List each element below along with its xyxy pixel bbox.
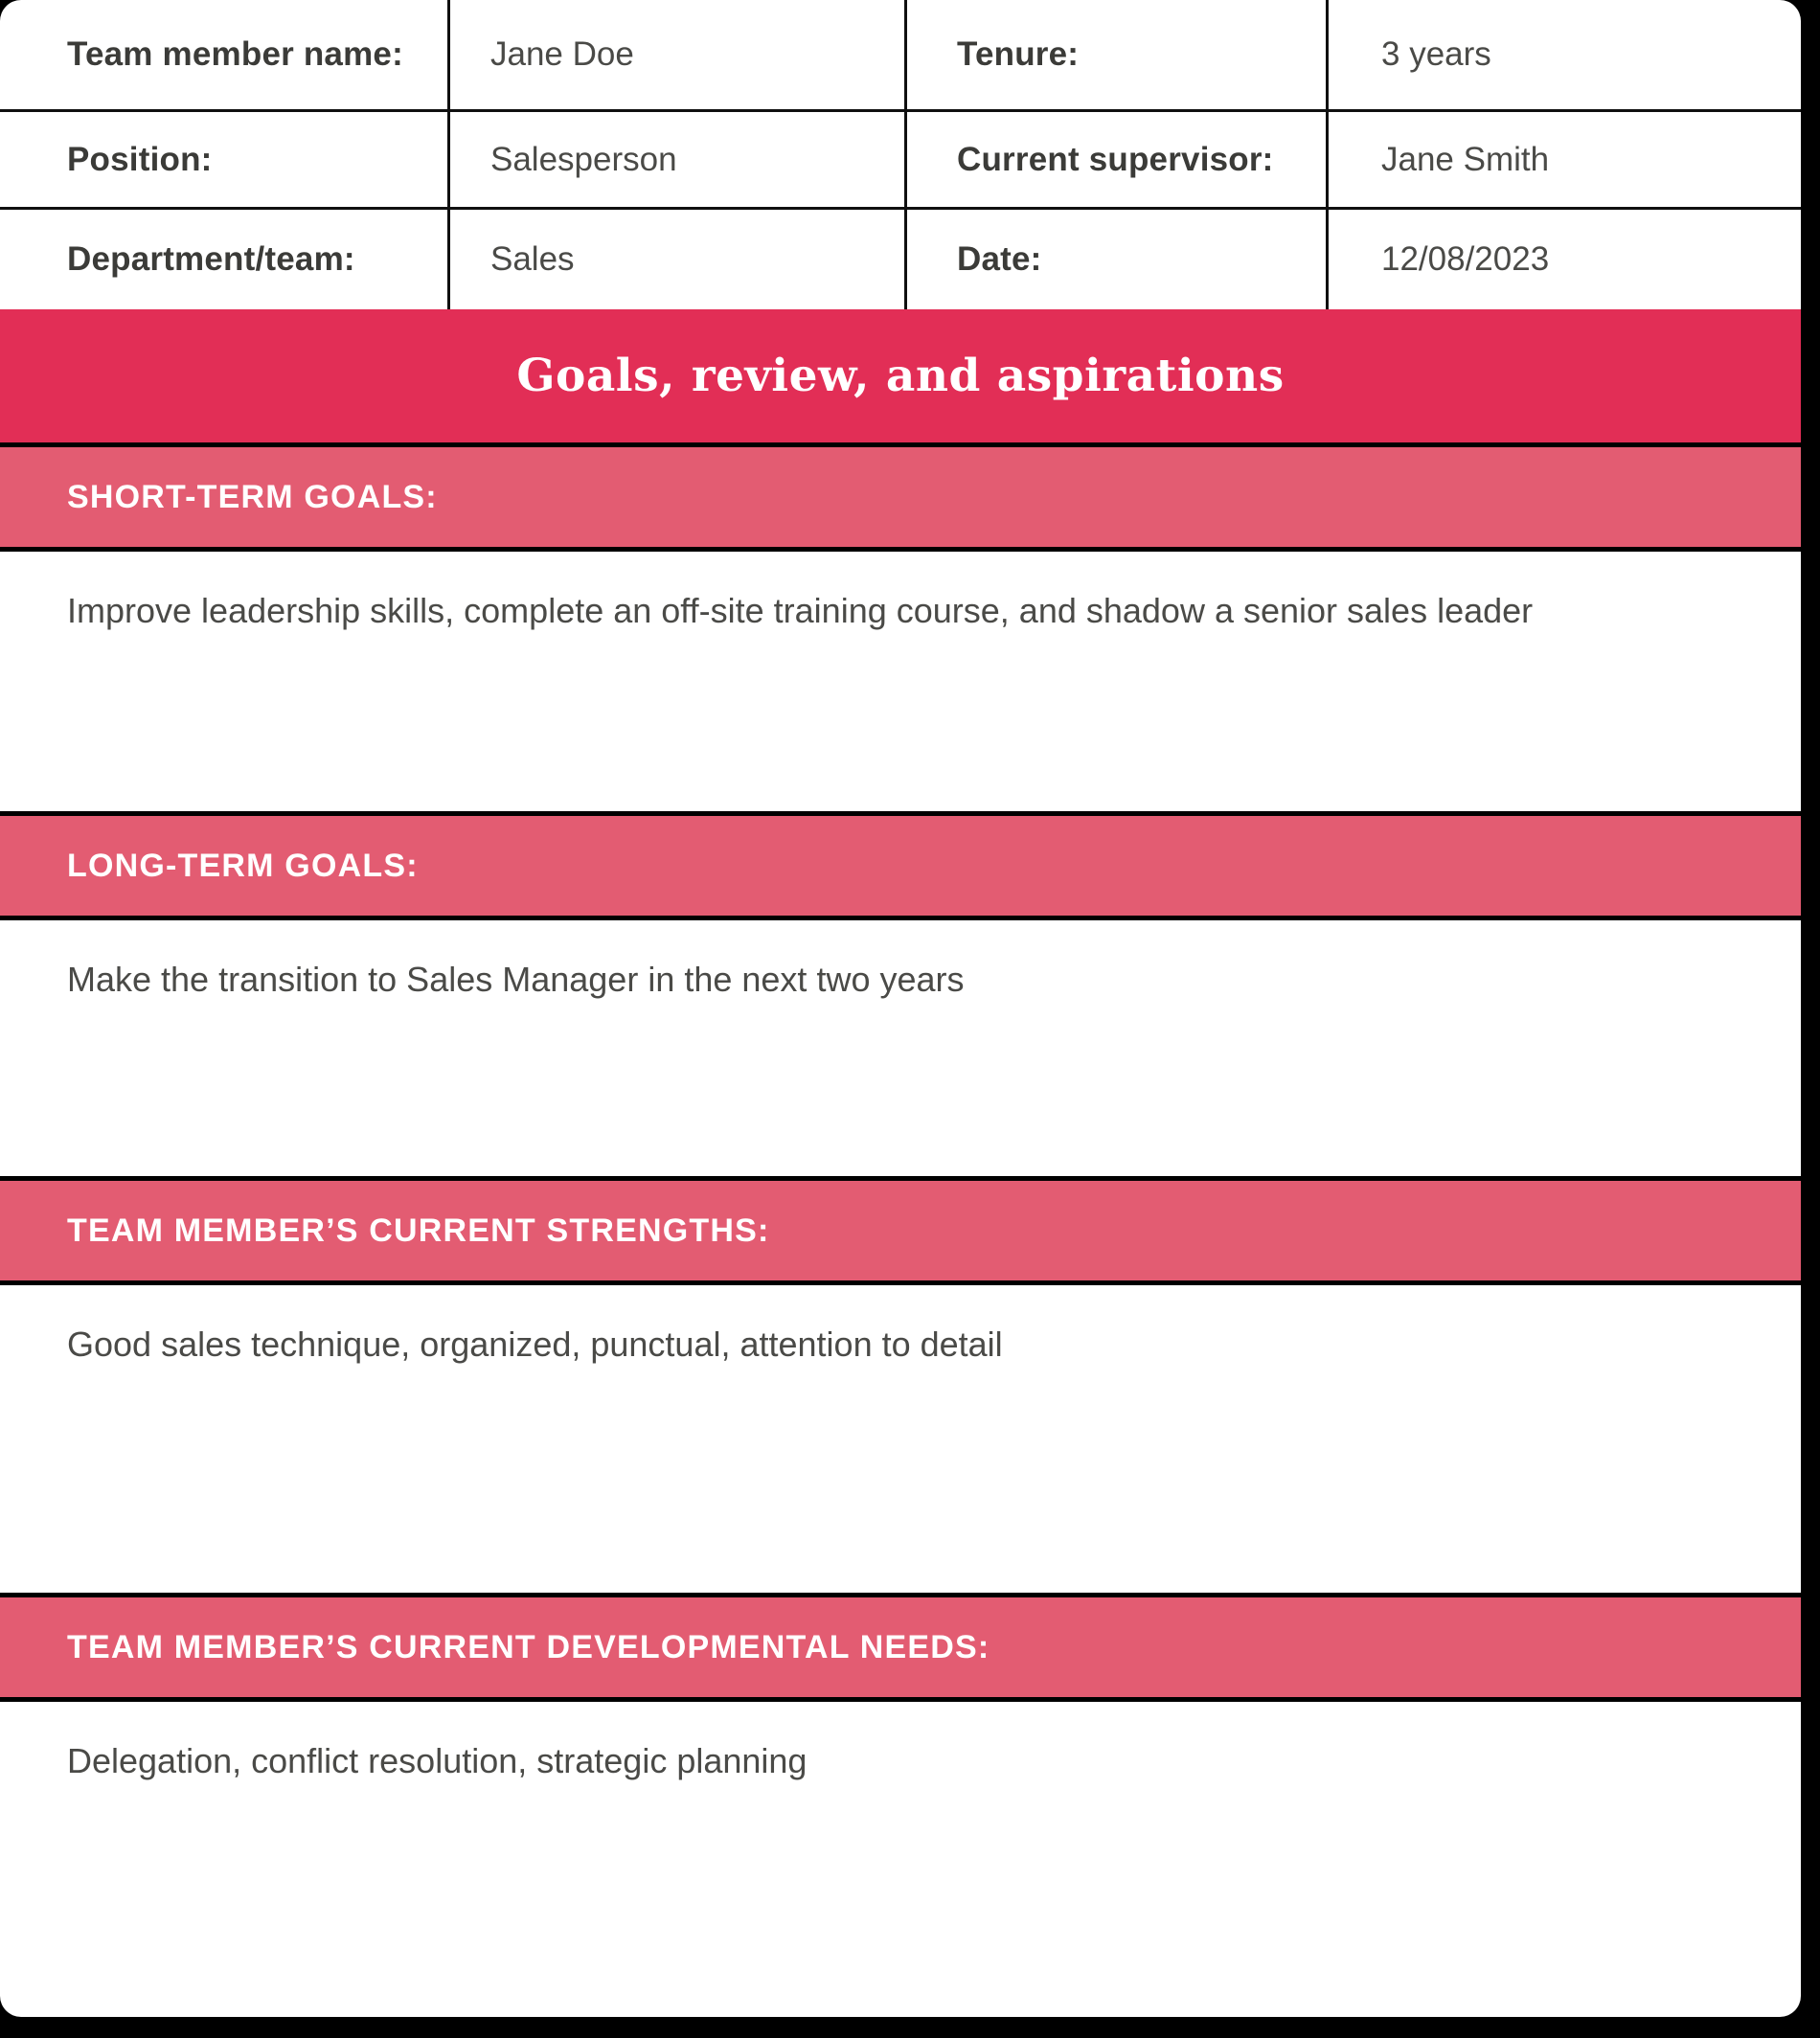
section-header-short-term-goals xyxy=(0,442,1801,552)
section-header-long-term-goals xyxy=(0,811,1801,920)
goals-review-aspirations-banner xyxy=(0,309,1801,442)
table-label-current-supervisor: Current supervisor: xyxy=(907,112,1329,210)
table-label-date: Date: xyxy=(907,210,1329,309)
table-value-team-member-name: Jane Doe xyxy=(450,0,907,112)
section-header-developmental-needs xyxy=(0,1593,1801,1702)
section-body-short-term-goals: Improve leadership skills, complete an off-site training course, and shadow a senior sales leader xyxy=(67,591,1534,630)
table-value-position: Salesperson xyxy=(450,112,907,210)
section-heading-text: TEAM MEMBER’S CURRENT DEVELOPMENTAL NEEDS: xyxy=(67,1628,990,1665)
table-value-department-team: Sales xyxy=(450,210,907,309)
table-label-department-team: Department/team: xyxy=(0,210,450,309)
table-value-date: 12/08/2023 xyxy=(1381,240,1550,278)
table-value-tenure: 3 years xyxy=(1329,0,1801,112)
employee-info-table xyxy=(0,0,1801,309)
section-heading-text: LONG-TERM GOALS: xyxy=(67,847,419,884)
section-heading-text: TEAM MEMBER’S CURRENT STRENGTHS: xyxy=(67,1211,770,1249)
table-label-team-member-name: Team member name: xyxy=(0,0,450,112)
section-body-long-term-goals: Make the transition to Sales Manager in the next two years xyxy=(67,960,965,999)
section-body-current-strengths: Good sales technique, organized, punctual, attention to detail xyxy=(67,1325,1003,1364)
section-heading-text: SHORT-TERM GOALS: xyxy=(67,478,438,515)
table-label-position: Position: xyxy=(0,112,450,210)
section-header-current-strengths xyxy=(0,1176,1801,1285)
table-value-current-supervisor: Jane Smith xyxy=(1329,112,1801,210)
table-label-tenure: Tenure: xyxy=(907,0,1329,112)
banner-title: Goals, review, and aspirations xyxy=(516,350,1285,402)
section-body-developmental-needs: Delegation, conflict resolution, strategic planning xyxy=(67,1741,808,1780)
